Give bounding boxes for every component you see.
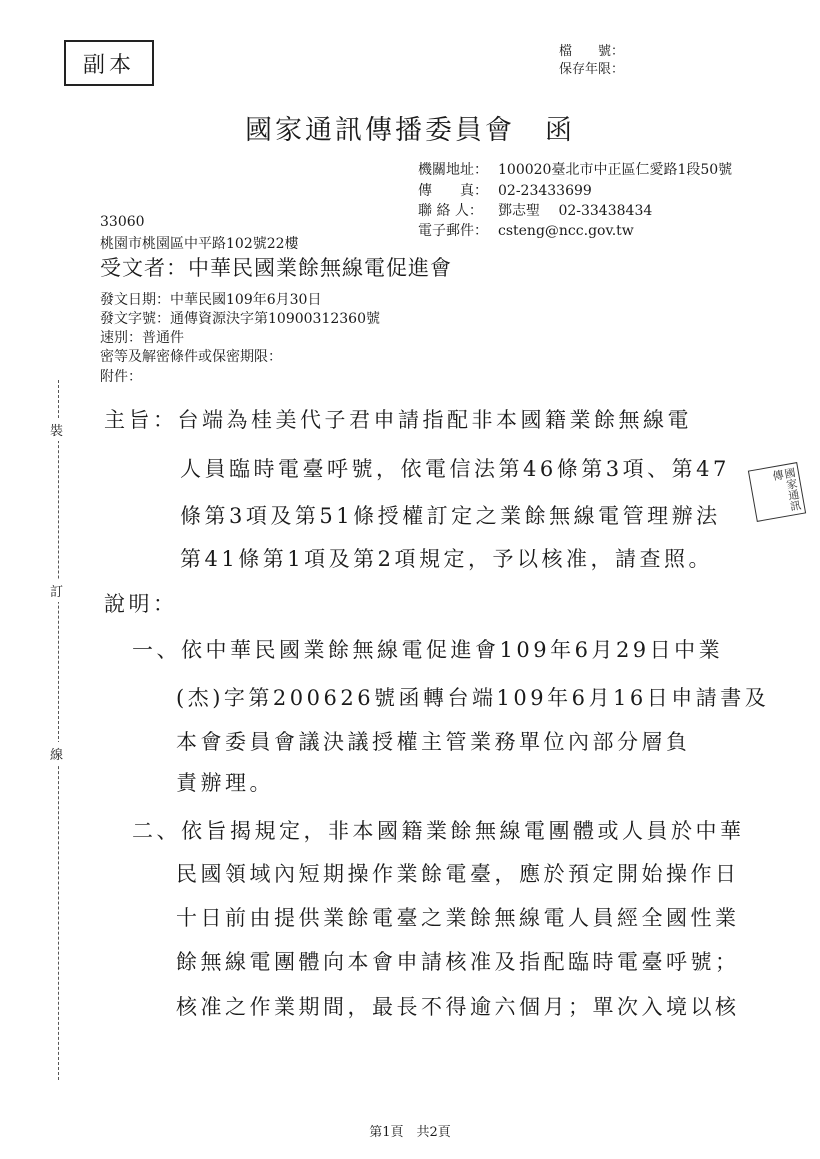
person-value: 鄧志聖 02-33438434: [498, 203, 653, 219]
address-label: 機關地址：: [418, 162, 488, 178]
subject-line-4: 第41條第1項及第2項規定，予以核准，請查照。: [180, 547, 713, 571]
subject-line-3: 條第3項及第51條授權訂定之業餘無線電管理辦法: [180, 504, 721, 528]
item2-line-3: 十日前由提供業餘電臺之業餘無線電人員經全國性業: [176, 906, 740, 930]
binding-mark-middle: 訂: [50, 579, 63, 602]
item1-line-2: (杰)字第200626號函轉台端109年6月16日申請書及: [176, 686, 770, 710]
document-title: 國家通訊傳播委員會 函: [245, 115, 575, 146]
email-label: 電子郵件：: [418, 223, 488, 239]
stamp-text: 國家通訊傳: [770, 466, 803, 513]
item1-line-4: 責辦理。: [176, 771, 274, 795]
contact-person-row: [418, 200, 652, 220]
fax-label: 傳 真：: [418, 183, 488, 199]
binding-mark-top: 裝: [50, 418, 63, 441]
binding-mark-bottom: 線: [50, 742, 63, 765]
subject-line-2: 人員臨時電臺呼號，依電信法第46條第3項、第47: [180, 457, 730, 481]
contact-fax-row: [418, 180, 592, 200]
contact-address-row: [418, 159, 732, 179]
explanation-label: 說明：: [104, 592, 178, 616]
postal-code: 33060: [100, 214, 145, 230]
subject-line-1: 主旨：台端為桂美代子君申請指配非本國籍業餘無線電: [104, 408, 692, 432]
retention-label: 保存年限：: [558, 62, 624, 77]
issue-date: 發文日期：中華民國109年6月30日: [100, 292, 322, 308]
item2-line-1: 二、依旨揭規定，非本國籍業餘無線電團體或人員於中華: [132, 819, 745, 843]
address-value: 100020臺北市中正區仁愛路1段50號: [498, 162, 733, 178]
person-label: 聯 絡 人：: [418, 203, 483, 219]
item1-line-1: 一、依中華民國業餘無線電促進會109年6月29日中業: [132, 638, 724, 662]
copy-label: 副本: [82, 52, 135, 78]
secrecy-level: 密等及解密條件或保密期限：: [100, 349, 282, 365]
recipient-name: 受文者：中華民國業餘無線電促進會: [100, 256, 452, 280]
item1-line-3: 本會委員會議決議授權主管業務單位內部分層負: [176, 730, 691, 754]
attachment-label: 附件：: [100, 369, 142, 385]
page-footer: 第1頁 共2頁: [369, 1125, 451, 1140]
speed-class: 速別：普通件: [100, 330, 184, 346]
email-value: csteng@ncc.gov.tw: [498, 223, 634, 239]
seal-stamp: [748, 462, 806, 522]
binding-line: [58, 380, 59, 1080]
document-number: 發文字號：通傳資源決字第10900312360號: [100, 311, 380, 327]
copy-stamp-box: [64, 40, 154, 86]
item2-line-5: 核准之作業期間，最長不得逾六個月；單次入境以核: [176, 995, 740, 1019]
file-number-label: 檔 號：: [558, 44, 624, 59]
recipient-address: 桃園市桃園區中平路102號22樓: [100, 236, 299, 252]
fax-value: 02-23433699: [498, 183, 592, 199]
item2-line-2: 民國領域內短期操作業餘電臺，應於預定開始操作日: [176, 862, 740, 886]
item2-line-4: 餘無線電團體向本會申請核准及指配臨時電臺呼號；: [176, 950, 740, 974]
contact-email-row: [418, 220, 634, 240]
